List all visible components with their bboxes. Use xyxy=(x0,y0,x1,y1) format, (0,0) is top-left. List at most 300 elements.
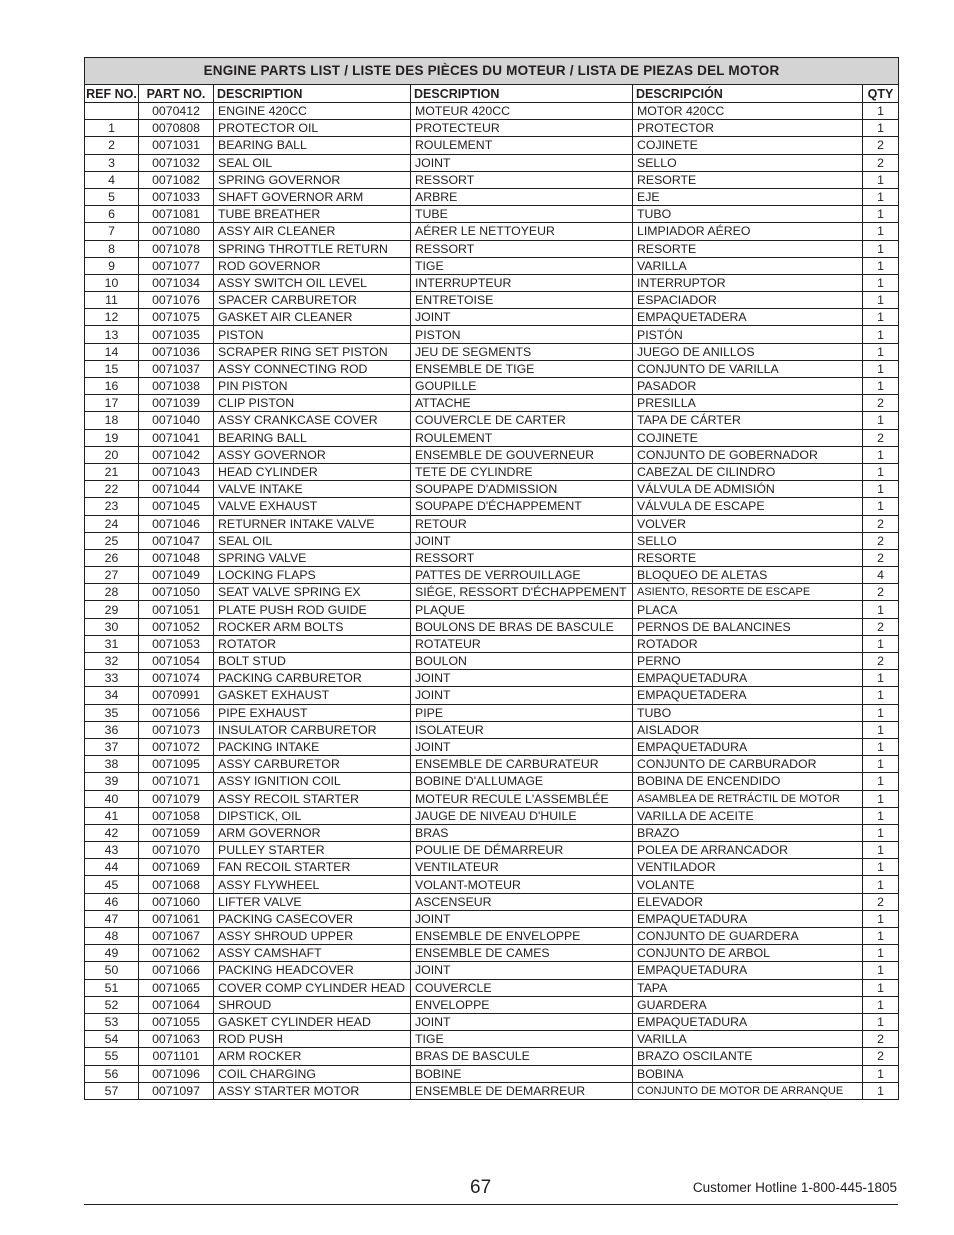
cell-description-es: RESORTE xyxy=(633,171,863,188)
cell-part-no: 0071060 xyxy=(139,893,214,910)
cell-part-no: 0071070 xyxy=(139,842,214,859)
cell-part-no: 0071081 xyxy=(139,206,214,223)
cell-ref-no: 53 xyxy=(85,1013,139,1030)
cell-description-en: SPRING THROTTLE RETURN xyxy=(214,240,411,257)
table-row xyxy=(85,567,899,584)
cell-description-fr: JAUGE DE NIVEAU D'HUILE xyxy=(411,807,633,824)
table-row xyxy=(85,481,899,498)
table-row xyxy=(85,653,899,670)
cell-description-es: SELLO xyxy=(633,154,863,171)
table-row xyxy=(85,188,899,205)
cell-part-no: 0071082 xyxy=(139,171,214,188)
table-row xyxy=(85,395,899,412)
cell-qty: 2 xyxy=(863,137,899,154)
table-row xyxy=(85,842,899,859)
cell-qty: 1 xyxy=(863,1065,899,1082)
cell-part-no: 0071063 xyxy=(139,1031,214,1048)
cell-description-fr: AÉRER LE NETTOYEUR xyxy=(411,223,633,240)
cell-qty: 1 xyxy=(863,635,899,652)
cell-description-fr: PISTON xyxy=(411,326,633,343)
cell-qty: 1 xyxy=(863,240,899,257)
cell-description-en: ROD GOVERNOR xyxy=(214,257,411,274)
cell-description-en: GASKET CYLINDER HEAD xyxy=(214,1013,411,1030)
table-row xyxy=(85,429,899,446)
cell-ref-no: 39 xyxy=(85,773,139,790)
table-row xyxy=(85,1013,899,1030)
cell-ref-no: 57 xyxy=(85,1082,139,1099)
cell-description-fr: PATTES DE VERROUILLAGE xyxy=(411,567,633,584)
table-row xyxy=(85,687,899,704)
cell-description-en: ASSY CAMSHAFT xyxy=(214,945,411,962)
cell-description-es: PERNO xyxy=(633,653,863,670)
table-row xyxy=(85,240,899,257)
cell-description-fr: ARBRE xyxy=(411,188,633,205)
cell-description-es: MOTOR 420CC xyxy=(633,103,863,120)
cell-description-es: BLOQUEO DE ALETAS xyxy=(633,567,863,584)
cell-ref-no: 14 xyxy=(85,343,139,360)
cell-description-fr: ENSEMBLE DE CAMES xyxy=(411,945,633,962)
cell-description-fr: COUVERCLE xyxy=(411,979,633,996)
cell-part-no: 0071048 xyxy=(139,549,214,566)
cell-description-es: EJE xyxy=(633,188,863,205)
cell-part-no: 0071047 xyxy=(139,532,214,549)
table-body xyxy=(85,103,899,1100)
table-row xyxy=(85,910,899,927)
cell-description-es: TUBO xyxy=(633,206,863,223)
cell-qty: 1 xyxy=(863,790,899,807)
cell-ref-no: 49 xyxy=(85,945,139,962)
cell-description-es: CABEZAL DE CILINDRO xyxy=(633,463,863,480)
cell-description-es: JUEGO DE ANILLOS xyxy=(633,343,863,360)
cell-description-es: CONJUNTO DE GOBERNADOR xyxy=(633,446,863,463)
cell-part-no: 0071076 xyxy=(139,292,214,309)
cell-description-es: RESORTE xyxy=(633,240,863,257)
cell-description-fr: COUVERCLE DE CARTER xyxy=(411,412,633,429)
cell-description-es: PRESILLA xyxy=(633,395,863,412)
cell-description-fr: PLAQUE xyxy=(411,601,633,618)
cell-description-en: PROTECTOR OIL xyxy=(214,120,411,137)
cell-description-fr: ROULEMENT xyxy=(411,429,633,446)
footer-divider xyxy=(84,1204,898,1205)
table-row xyxy=(85,309,899,326)
cell-qty: 1 xyxy=(863,274,899,291)
table-row xyxy=(85,412,899,429)
cell-part-no: 0071034 xyxy=(139,274,214,291)
cell-qty: 1 xyxy=(863,756,899,773)
table-row xyxy=(85,893,899,910)
cell-part-no: 0071039 xyxy=(139,395,214,412)
engine-parts-table xyxy=(84,57,899,1100)
cell-description-fr: MOTEUR 420CC xyxy=(411,103,633,120)
cell-part-no: 0071056 xyxy=(139,704,214,721)
table-row xyxy=(85,962,899,979)
table-row xyxy=(85,120,899,137)
cell-qty: 1 xyxy=(863,996,899,1013)
customer-hotline: Customer Hotline 1-800-445-1805 xyxy=(692,1180,897,1195)
cell-ref-no: 19 xyxy=(85,429,139,446)
cell-ref-no: 2 xyxy=(85,137,139,154)
cell-part-no: 0071066 xyxy=(139,962,214,979)
table-row xyxy=(85,103,899,120)
table-row xyxy=(85,635,899,652)
cell-description-fr: ENSEMBLE DE DEMARREUR xyxy=(411,1082,633,1099)
cell-description-fr: ENTRETOISE xyxy=(411,292,633,309)
cell-description-en: SHROUD xyxy=(214,996,411,1013)
cell-part-no: 0071079 xyxy=(139,790,214,807)
cell-qty: 1 xyxy=(863,343,899,360)
cell-part-no: 0071049 xyxy=(139,567,214,584)
cell-description-fr: BOBINE D'ALLUMAGE xyxy=(411,773,633,790)
table-header-row xyxy=(85,85,899,103)
cell-part-no: 0071038 xyxy=(139,378,214,395)
cell-description-fr: BRAS DE BASCULE xyxy=(411,1048,633,1065)
cell-description-en: ASSY SHROUD UPPER xyxy=(214,928,411,945)
cell-description-es: ASIENTO, RESORTE DE ESCAPE xyxy=(633,584,863,601)
cell-part-no: 0071036 xyxy=(139,343,214,360)
cell-description-es: CONJUNTO DE GUARDERA xyxy=(633,928,863,945)
cell-part-no: 0071059 xyxy=(139,824,214,841)
cell-description-fr: JOINT xyxy=(411,910,633,927)
table-row xyxy=(85,773,899,790)
cell-description-fr: POULIE DE DÉMARREUR xyxy=(411,842,633,859)
cell-part-no: 0070412 xyxy=(139,103,214,120)
cell-ref-no xyxy=(85,103,139,120)
cell-qty: 2 xyxy=(863,154,899,171)
cell-description-en: PISTON xyxy=(214,326,411,343)
cell-part-no: 0071080 xyxy=(139,223,214,240)
cell-qty: 1 xyxy=(863,257,899,274)
cell-description-fr: TUBE xyxy=(411,206,633,223)
cell-qty: 1 xyxy=(863,721,899,738)
table-row xyxy=(85,738,899,755)
cell-description-es: ASAMBLEA DE RETRÁCTIL DE MOTOR xyxy=(633,790,863,807)
cell-description-fr: ROTATEUR xyxy=(411,635,633,652)
cell-description-en: SEAT VALVE SPRING EX xyxy=(214,584,411,601)
cell-qty: 2 xyxy=(863,584,899,601)
cell-description-es: INTERRUPTOR xyxy=(633,274,863,291)
table-row xyxy=(85,206,899,223)
cell-qty: 2 xyxy=(863,429,899,446)
cell-qty: 1 xyxy=(863,859,899,876)
cell-description-es: COJINETE xyxy=(633,137,863,154)
table-row xyxy=(85,171,899,188)
cell-part-no: 0071073 xyxy=(139,721,214,738)
cell-description-fr: BOBINE xyxy=(411,1065,633,1082)
cell-ref-no: 1 xyxy=(85,120,139,137)
cell-part-no: 0071045 xyxy=(139,498,214,515)
cell-part-no: 0071077 xyxy=(139,257,214,274)
cell-ref-no: 55 xyxy=(85,1048,139,1065)
cell-description-fr: MOTEUR RECULE L'ASSEMBLÉE xyxy=(411,790,633,807)
table-row xyxy=(85,790,899,807)
cell-description-es: CONJUNTO DE VARILLA xyxy=(633,360,863,377)
cell-description-fr: ENSEMBLE DE CARBURATEUR xyxy=(411,756,633,773)
cell-ref-no: 27 xyxy=(85,567,139,584)
cell-description-en: ASSY CARBURETOR xyxy=(214,756,411,773)
cell-description-es: LIMPIADOR AÉREO xyxy=(633,223,863,240)
cell-ref-no: 42 xyxy=(85,824,139,841)
cell-part-no: 0071055 xyxy=(139,1013,214,1030)
cell-description-fr: TETE DE CYLINDRE xyxy=(411,463,633,480)
cell-ref-no: 50 xyxy=(85,962,139,979)
cell-ref-no: 46 xyxy=(85,893,139,910)
cell-description-es: PLACA xyxy=(633,601,863,618)
cell-ref-no: 3 xyxy=(85,154,139,171)
cell-ref-no: 35 xyxy=(85,704,139,721)
cell-description-fr: RETOUR xyxy=(411,515,633,532)
cell-description-es: EMPAQUETADURA xyxy=(633,910,863,927)
cell-qty: 1 xyxy=(863,979,899,996)
parts-list-sheet xyxy=(84,57,898,1100)
cell-qty: 1 xyxy=(863,687,899,704)
cell-description-en: SHAFT GOVERNOR ARM xyxy=(214,188,411,205)
cell-description-fr: ENSEMBLE DE ENVELOPPE xyxy=(411,928,633,945)
cell-part-no: 0071033 xyxy=(139,188,214,205)
table-row xyxy=(85,859,899,876)
cell-ref-no: 45 xyxy=(85,876,139,893)
cell-ref-no: 52 xyxy=(85,996,139,1013)
cell-description-es: TUBO xyxy=(633,704,863,721)
cell-description-fr: PIPE xyxy=(411,704,633,721)
table-row xyxy=(85,292,899,309)
cell-description-fr: ROULEMENT xyxy=(411,137,633,154)
cell-part-no: 0071101 xyxy=(139,1048,214,1065)
cell-ref-no: 24 xyxy=(85,515,139,532)
cell-ref-no: 33 xyxy=(85,670,139,687)
cell-part-no: 0071041 xyxy=(139,429,214,446)
cell-description-fr: RESSORT xyxy=(411,171,633,188)
cell-description-fr: TIGE xyxy=(411,257,633,274)
cell-description-en: ASSY FLYWHEEL xyxy=(214,876,411,893)
cell-ref-no: 56 xyxy=(85,1065,139,1082)
cell-ref-no: 37 xyxy=(85,738,139,755)
cell-description-en: ASSY AIR CLEANER xyxy=(214,223,411,240)
cell-description-es: POLEA DE ARRANCADOR xyxy=(633,842,863,859)
cell-qty: 1 xyxy=(863,378,899,395)
cell-qty: 1 xyxy=(863,876,899,893)
cell-description-es: EMPAQUETADURA xyxy=(633,738,863,755)
table-row xyxy=(85,1082,899,1099)
cell-qty: 1 xyxy=(863,1082,899,1099)
cell-part-no: 0071095 xyxy=(139,756,214,773)
cell-description-en: CLIP PISTON xyxy=(214,395,411,412)
cell-description-en: ASSY CONNECTING ROD xyxy=(214,360,411,377)
cell-ref-no: 30 xyxy=(85,618,139,635)
cell-qty: 1 xyxy=(863,910,899,927)
cell-ref-no: 8 xyxy=(85,240,139,257)
cell-description-fr: BRAS xyxy=(411,824,633,841)
cell-description-en: PACKING HEADCOVER xyxy=(214,962,411,979)
cell-description-en: ASSY STARTER MOTOR xyxy=(214,1082,411,1099)
cell-description-en: INSULATOR CARBURETOR xyxy=(214,721,411,738)
cell-part-no: 0071067 xyxy=(139,928,214,945)
cell-description-fr: JOINT xyxy=(411,1013,633,1030)
cell-description-es: VOLANTE xyxy=(633,876,863,893)
cell-description-en: ASSY SWITCH OIL LEVEL xyxy=(214,274,411,291)
table-row xyxy=(85,807,899,824)
cell-ref-no: 41 xyxy=(85,807,139,824)
table-title-row xyxy=(85,58,899,85)
page-number: 67 xyxy=(470,1177,492,1198)
cell-description-fr: SIÉGE, RESSORT D'ÉCHAPPEMENT xyxy=(411,584,633,601)
cell-description-es: EMPAQUETADURA xyxy=(633,1013,863,1030)
table-row xyxy=(85,721,899,738)
cell-description-es: CONJUNTO DE MOTOR DE ARRANQUE xyxy=(633,1082,863,1099)
table-row xyxy=(85,154,899,171)
cell-description-en: ASSY RECOIL STARTER xyxy=(214,790,411,807)
cell-qty: 1 xyxy=(863,670,899,687)
cell-qty: 2 xyxy=(863,618,899,635)
cell-description-en: RETURNER INTAKE VALVE xyxy=(214,515,411,532)
cell-description-fr: ISOLATEUR xyxy=(411,721,633,738)
cell-description-fr: ENSEMBLE DE TIGE xyxy=(411,360,633,377)
cell-description-fr: JOINT xyxy=(411,154,633,171)
cell-description-es: VARILLA xyxy=(633,1031,863,1048)
cell-ref-no: 7 xyxy=(85,223,139,240)
table-row xyxy=(85,756,899,773)
cell-description-fr: ENVELOPPE xyxy=(411,996,633,1013)
cell-qty: 1 xyxy=(863,103,899,120)
cell-part-no: 0070808 xyxy=(139,120,214,137)
table-row xyxy=(85,928,899,945)
cell-description-es: VENTILADOR xyxy=(633,859,863,876)
cell-ref-no: 44 xyxy=(85,859,139,876)
cell-part-no: 0071062 xyxy=(139,945,214,962)
cell-description-es: TAPA xyxy=(633,979,863,996)
cell-description-es: PERNOS DE BALANCINES xyxy=(633,618,863,635)
cell-description-fr: VENTILATEUR xyxy=(411,859,633,876)
cell-description-fr: RESSORT xyxy=(411,240,633,257)
cell-description-en: PACKING CARBURETOR xyxy=(214,670,411,687)
cell-ref-no: 20 xyxy=(85,446,139,463)
cell-qty: 1 xyxy=(863,326,899,343)
cell-description-en: ROCKER ARM BOLTS xyxy=(214,618,411,635)
cell-qty: 4 xyxy=(863,567,899,584)
header-description-es: DESCRIPCIÓN xyxy=(633,85,863,103)
cell-ref-no: 21 xyxy=(85,463,139,480)
cell-ref-no: 54 xyxy=(85,1031,139,1048)
table-row xyxy=(85,1031,899,1048)
cell-part-no: 0071054 xyxy=(139,653,214,670)
cell-description-en: COVER COMP CYLINDER HEAD xyxy=(214,979,411,996)
cell-qty: 1 xyxy=(863,360,899,377)
cell-qty: 1 xyxy=(863,945,899,962)
cell-description-es: GUARDERA xyxy=(633,996,863,1013)
cell-description-en: ASSY CRANKCASE COVER xyxy=(214,412,411,429)
cell-qty: 1 xyxy=(863,498,899,515)
cell-ref-no: 5 xyxy=(85,188,139,205)
cell-description-fr: SOUPAPE D'ADMISSION xyxy=(411,481,633,498)
cell-ref-no: 43 xyxy=(85,842,139,859)
cell-description-fr: ATTACHE xyxy=(411,395,633,412)
cell-description-es: AISLADOR xyxy=(633,721,863,738)
cell-ref-no: 10 xyxy=(85,274,139,291)
cell-description-es: VARILLA DE ACEITE xyxy=(633,807,863,824)
cell-description-fr: JEU DE SEGMENTS xyxy=(411,343,633,360)
cell-description-en: ROTATOR xyxy=(214,635,411,652)
cell-description-en: BEARING BALL xyxy=(214,137,411,154)
cell-ref-no: 15 xyxy=(85,360,139,377)
cell-description-en: BEARING BALL xyxy=(214,429,411,446)
cell-ref-no: 38 xyxy=(85,756,139,773)
cell-description-en: PIPE EXHAUST xyxy=(214,704,411,721)
cell-description-es: EMPAQUETADURA xyxy=(633,670,863,687)
cell-part-no: 0071051 xyxy=(139,601,214,618)
cell-part-no: 0071043 xyxy=(139,463,214,480)
cell-qty: 2 xyxy=(863,515,899,532)
cell-description-es: BOBINA xyxy=(633,1065,863,1082)
cell-ref-no: 23 xyxy=(85,498,139,515)
cell-description-es: VÁLVULA DE ESCAPE xyxy=(633,498,863,515)
table-row xyxy=(85,463,899,480)
cell-description-fr: INTERRUPTEUR xyxy=(411,274,633,291)
cell-ref-no: 48 xyxy=(85,928,139,945)
header-part-no: PART NO. xyxy=(139,85,214,103)
cell-part-no: 0071050 xyxy=(139,584,214,601)
cell-part-no: 0071046 xyxy=(139,515,214,532)
cell-description-en: VALVE EXHAUST xyxy=(214,498,411,515)
cell-description-en: SCRAPER RING SET PISTON xyxy=(214,343,411,360)
cell-part-no: 0071053 xyxy=(139,635,214,652)
cell-part-no: 0071068 xyxy=(139,876,214,893)
cell-description-en: PLATE PUSH ROD GUIDE xyxy=(214,601,411,618)
cell-ref-no: 29 xyxy=(85,601,139,618)
cell-description-fr: SOUPAPE D'ÉCHAPPEMENT xyxy=(411,498,633,515)
cell-part-no: 0071037 xyxy=(139,360,214,377)
cell-qty: 1 xyxy=(863,962,899,979)
cell-description-en: PULLEY STARTER xyxy=(214,842,411,859)
table-row xyxy=(85,360,899,377)
cell-description-en: PACKING CASECOVER xyxy=(214,910,411,927)
table-row xyxy=(85,257,899,274)
header-description-en: DESCRIPTION xyxy=(214,85,411,103)
cell-description-en: HEAD CYLINDER xyxy=(214,463,411,480)
cell-description-en: ASSY GOVERNOR xyxy=(214,446,411,463)
cell-description-en: ARM ROCKER xyxy=(214,1048,411,1065)
cell-description-en: ARM GOVERNOR xyxy=(214,824,411,841)
cell-description-es: ESPACIADOR xyxy=(633,292,863,309)
table-row xyxy=(85,584,899,601)
cell-description-es: CONJUNTO DE CARBURADOR xyxy=(633,756,863,773)
cell-description-fr: TIGE xyxy=(411,1031,633,1048)
cell-description-es: CONJUNTO DE ARBOL xyxy=(633,945,863,962)
table-row xyxy=(85,618,899,635)
table-row xyxy=(85,979,899,996)
cell-description-es: RESORTE xyxy=(633,549,863,566)
cell-qty: 1 xyxy=(863,446,899,463)
cell-part-no: 0071075 xyxy=(139,309,214,326)
cell-qty: 2 xyxy=(863,395,899,412)
cell-ref-no: 28 xyxy=(85,584,139,601)
cell-description-en: TUBE BREATHER xyxy=(214,206,411,223)
cell-description-en: SPRING VALVE xyxy=(214,549,411,566)
cell-description-fr: JOINT xyxy=(411,309,633,326)
table-row xyxy=(85,1065,899,1082)
cell-qty: 1 xyxy=(863,807,899,824)
cell-ref-no: 34 xyxy=(85,687,139,704)
cell-qty: 2 xyxy=(863,893,899,910)
cell-description-en: ASSY IGNITION COIL xyxy=(214,773,411,790)
table-row xyxy=(85,498,899,515)
cell-description-es: BRAZO xyxy=(633,824,863,841)
cell-part-no: 0071035 xyxy=(139,326,214,343)
cell-part-no: 0071040 xyxy=(139,412,214,429)
cell-description-es: TAPA DE CÁRTER xyxy=(633,412,863,429)
table-row xyxy=(85,876,899,893)
header-description-fr: DESCRIPTION xyxy=(411,85,633,103)
cell-qty: 2 xyxy=(863,1031,899,1048)
cell-ref-no: 16 xyxy=(85,378,139,395)
